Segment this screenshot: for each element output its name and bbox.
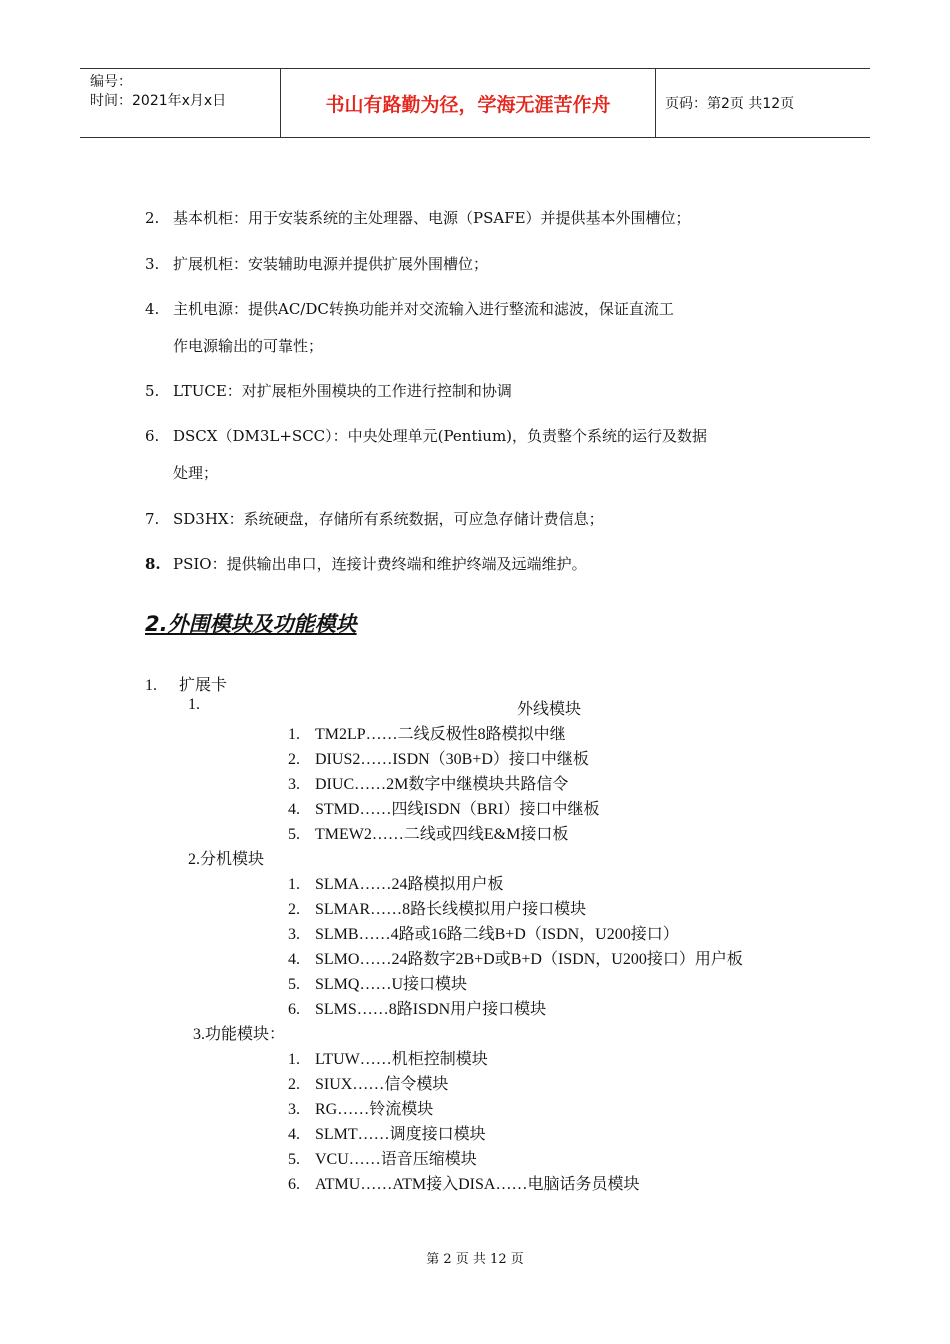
list-item: 2. SIUX……信令模块 — [288, 1076, 449, 1093]
list-item: 1. SLMA……24路模拟用户板 — [288, 876, 504, 893]
list-item: 4. STMD……四线ISDN（BRI）接口中继板 — [288, 801, 600, 818]
list-item: 5. LTUCE：对扩展柜外围模块的工作进行控制和协调 — [145, 382, 512, 400]
section-title: 2.外围模块及功能模块 — [145, 612, 357, 636]
list-item: 6. DSCX（DM3L+SCC）：中央处理单元(Pentium)，负责整个系统的运行及数据 — [145, 427, 708, 445]
list-item: 5. SLMQ……U接口模块 — [288, 976, 468, 993]
header-divider — [655, 69, 656, 137]
list-item-continuation: 作电源输出的可靠性； — [173, 337, 324, 355]
list-item: 2. 基本机柜：用于安装系统的主处理器、电源（PSAFE）并提供基本外围槽位； — [145, 209, 691, 227]
list-item-continuation: 处理； — [173, 464, 219, 482]
extension-module-title: 2.分机模块 — [188, 851, 265, 868]
list-item: 2. SLMAR……8路长线模拟用户接口模块 — [288, 901, 587, 918]
list-item: 3. DIUC……2M数字中继模块共路信令 — [288, 776, 569, 793]
list-item: 4. SLMO……24路数字2B+D或B+D（ISDN，U200接口）用户板 — [288, 951, 743, 968]
outer-module-number: 1. — [188, 696, 200, 713]
list-item: 6. SLMS……8路ISDN用户接口模块 — [288, 1001, 547, 1018]
list-item: 3. RG……铃流模块 — [288, 1101, 434, 1118]
list-item: 4. SLMT……调度接口模块 — [288, 1126, 486, 1143]
function-module-title: 3.功能模块： — [193, 1026, 286, 1043]
header-motto: 书山有路勤为径，学海无涯苦作舟 — [325, 93, 611, 116]
list-item: 1. TM2LP……二线反极性8路模拟中继 — [288, 726, 566, 743]
list-item: 3. SLMB……4路或16路二线B+D（ISDN，U200接口） — [288, 926, 679, 943]
list-item: 7. SD3HX：系统硬盘，存储所有系统数据，可应急存储计费信息； — [145, 510, 604, 528]
list-item: 1. LTUW……机柜控制模块 — [288, 1051, 488, 1068]
list-item: 2. DIUS2……ISDN（30B+D）接口中继板 — [288, 751, 589, 768]
time-label: 时间：2021年x月x日 — [90, 93, 227, 109]
number-label: 编号： — [90, 74, 132, 90]
list-item: 5. VCU……语音压缩模块 — [288, 1151, 477, 1168]
list-item: 5. TMEW2……二线或四线E&M接口板 — [288, 826, 569, 843]
page-footer: 第 2 页 共 12 页 — [426, 1252, 524, 1267]
header-page-info: 页码：第2页 共12页 — [665, 96, 795, 112]
list-item: 3. 扩展机柜：安装辅助电源并提供扩展外围槽位； — [145, 255, 489, 273]
page-header — [80, 68, 870, 138]
list-item: 8. PSIO：提供输出串口，连接计费终端和维护终端及远端维护。 — [145, 555, 587, 573]
outer-module-title: 外线模块 — [517, 701, 582, 718]
header-meta — [90, 73, 226, 111]
list-item: 6. ATMU……ATM接入DISA……电脑话务员模块 — [288, 1176, 640, 1193]
ext-card-heading: 1. 扩展卡 — [145, 677, 228, 694]
list-item: 4. 主机电源：提供AC/DC转换功能并对交流输入进行整流和滤波，保证直流工 — [145, 300, 674, 318]
